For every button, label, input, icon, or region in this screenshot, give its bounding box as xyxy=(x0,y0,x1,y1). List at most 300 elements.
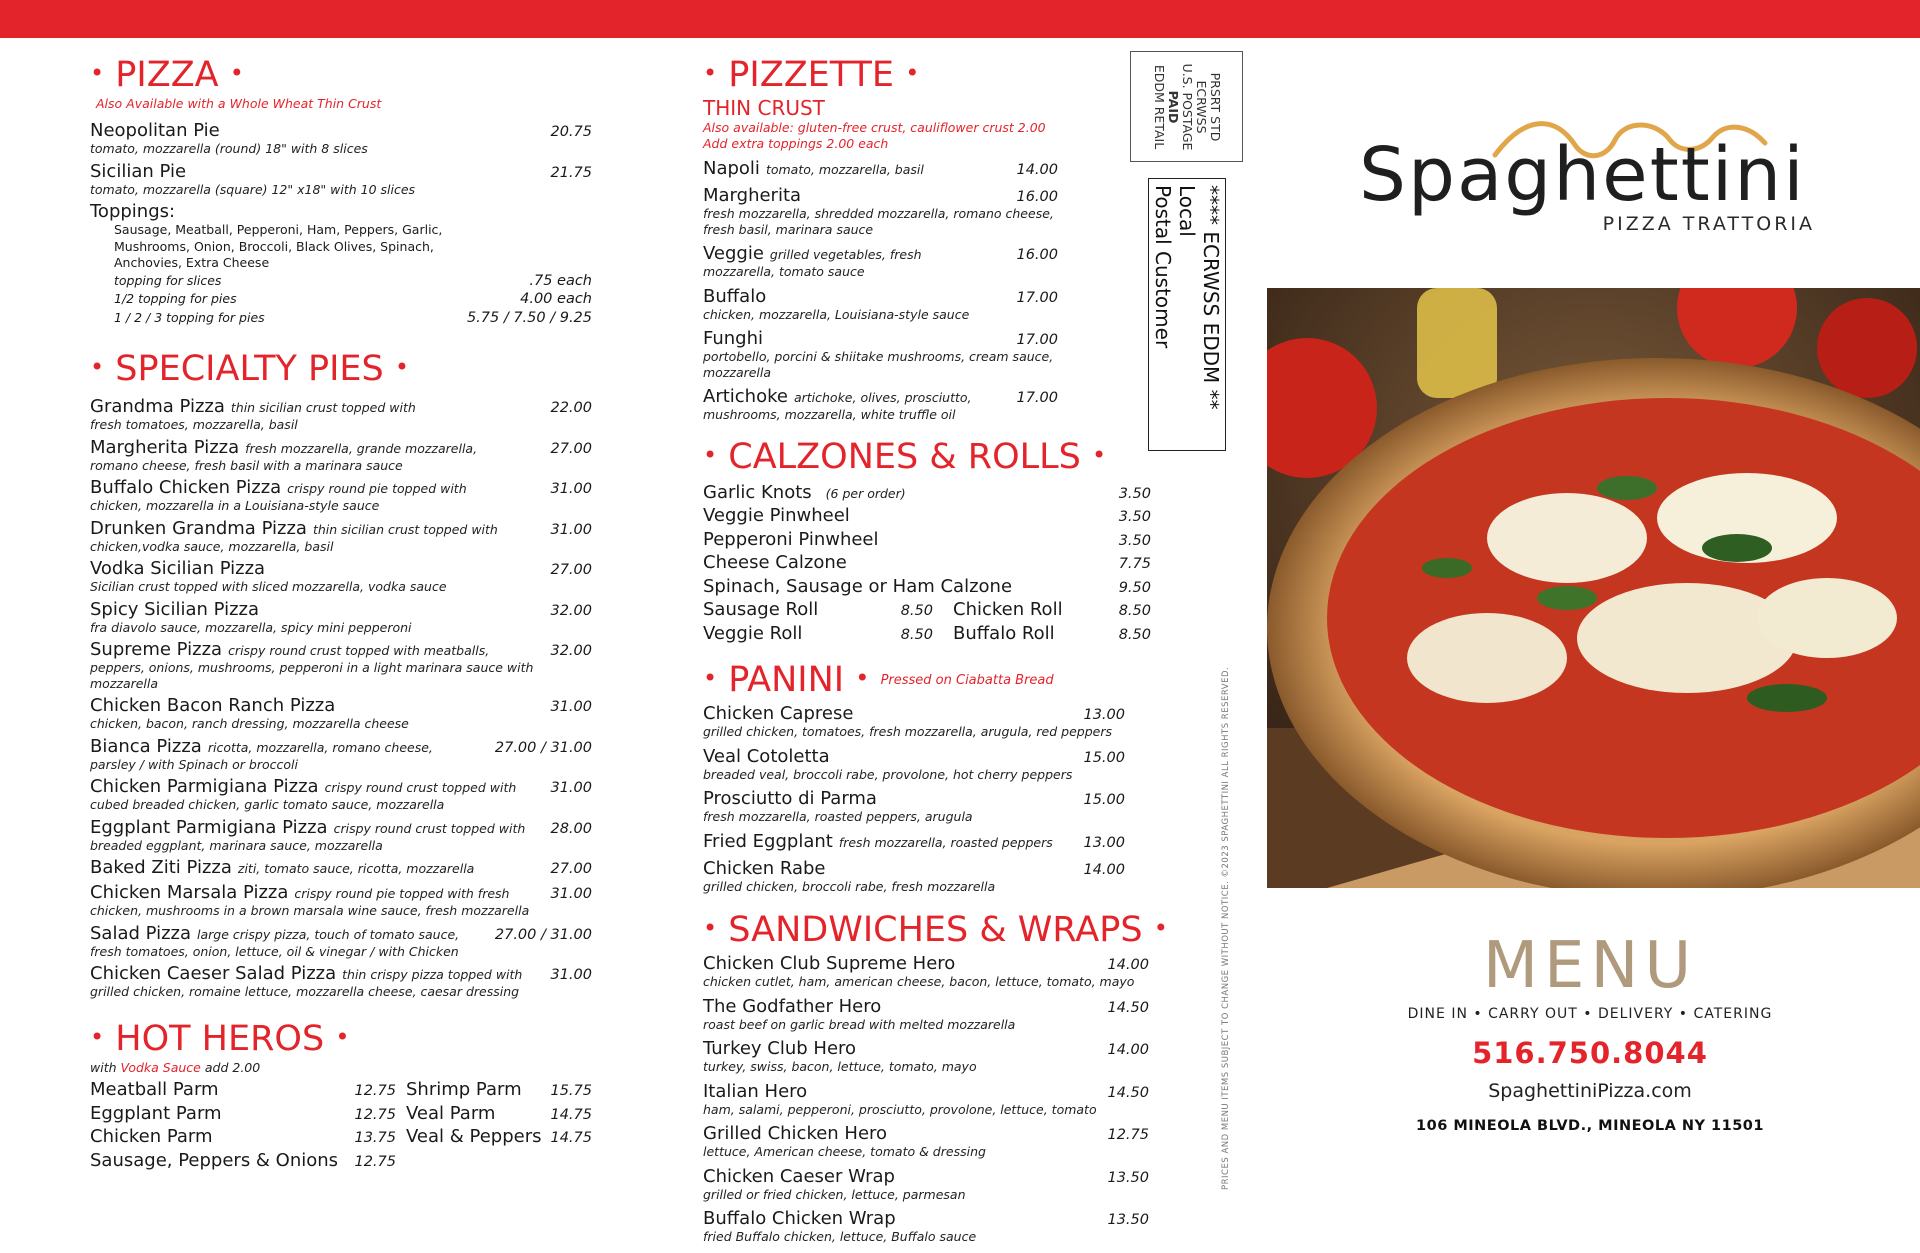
panini-section xyxy=(703,660,1158,894)
hero-item xyxy=(406,1103,592,1127)
item-price: 13.75 xyxy=(354,1130,396,1146)
item-inline-desc: artichoke, olives, prosciutto, xyxy=(793,390,972,405)
calzone-pair-right xyxy=(953,623,1151,644)
menu-item xyxy=(703,328,1058,380)
item-name: Pepperoni Pinwheel xyxy=(703,528,879,550)
item-name: Chicken Marsala Pizza xyxy=(90,882,289,903)
menu-item-row xyxy=(703,858,1125,879)
specialty-heading: • SPECIALTY PIES • xyxy=(90,349,410,389)
item-desc: lettuce, American cheese, tomato & dressing xyxy=(703,1144,986,1159)
menu-item-lead xyxy=(703,1166,1107,1187)
menu-item xyxy=(90,963,592,1000)
item-inline-desc: ricotta, mozzarella, romano cheese, xyxy=(207,739,433,755)
menu-item-row xyxy=(703,996,1149,1017)
item-name: Veal Cotoletta xyxy=(703,745,830,767)
item-inline-desc: crispy round crust topped with xyxy=(333,820,526,836)
calzone-lead xyxy=(703,552,1119,573)
item-name: Buffalo Chicken Wrap xyxy=(703,1208,896,1229)
menu-item-lead xyxy=(90,518,550,539)
menu-item xyxy=(90,817,592,854)
item-desc: fresh tomatoes, onion, lettuce, oil & vinegar / with Chicken xyxy=(90,943,459,959)
postage-indicia-box xyxy=(1130,51,1243,162)
calzone-item xyxy=(703,529,1151,553)
item-price: 22.00 xyxy=(550,400,592,416)
menu-item xyxy=(90,518,592,555)
item-price: 31.00 xyxy=(550,521,592,538)
item-name: Funghi xyxy=(703,328,764,349)
item-price: 15.00 xyxy=(1083,749,1125,766)
menu-item xyxy=(90,695,592,732)
top-red-bar xyxy=(0,0,1920,38)
website-link[interactable]: SpaghettiniPizza.com xyxy=(1488,1080,1692,1102)
menu-item-row xyxy=(703,286,1058,307)
menu-item-row xyxy=(703,386,1058,407)
pizzette-section xyxy=(703,55,1158,423)
pizza-illustration xyxy=(1267,288,1920,888)
item-desc: grilled chicken, tomatoes, fresh mozzarella, arugula, red peppers xyxy=(703,724,1112,739)
item-name: Grandma Pizza xyxy=(90,396,225,417)
item-name: Fried Eggplant xyxy=(703,830,833,852)
menu-item-lead xyxy=(90,599,550,620)
calzone-pair-left xyxy=(703,623,953,644)
item-price: 31.00 xyxy=(550,967,592,983)
address: 106 MINEOLA BLVD., MINEOLA NY 11501 xyxy=(1416,1118,1764,1134)
topping-prices xyxy=(90,272,592,328)
item-name: Chicken Caprese xyxy=(703,703,854,724)
item-inline-desc: thin sicilian crust topped with xyxy=(230,400,416,415)
item-inline-desc: grilled vegetables, fresh xyxy=(769,247,922,262)
menu-item-lead xyxy=(703,1123,1107,1144)
menu-item-lead xyxy=(90,639,550,660)
menu-item xyxy=(703,831,1125,852)
item-name: Spinach, Sausage or Ham Calzone xyxy=(703,575,1013,597)
menu-item xyxy=(90,558,592,595)
item-name: Eggplant Parmigiana Pizza xyxy=(90,816,328,838)
item-price: 3.50 xyxy=(1118,509,1151,525)
item-name: Eggplant Parm xyxy=(90,1102,222,1124)
menu-item xyxy=(90,161,592,198)
menu-item-lead xyxy=(703,328,1016,349)
item-name: Baked Ziti Pizza xyxy=(90,857,232,878)
sandwiches-section xyxy=(703,910,1168,1245)
menu-item-row xyxy=(703,1208,1149,1229)
menu-item xyxy=(703,858,1125,895)
menu-item-row xyxy=(703,185,1058,206)
item-name: Veal Parm xyxy=(406,1102,496,1124)
item-name: Chicken Parm xyxy=(90,1126,213,1147)
menu-item-lead xyxy=(90,558,550,579)
item-name: Veggie Roll xyxy=(703,622,803,644)
menu-item-lead xyxy=(90,120,550,141)
menu-item-row xyxy=(90,599,592,620)
item-desc: peppers, onions, mushrooms, pepperoni in a light marinara sauce with mozzarella xyxy=(90,660,534,691)
postal-indicia-line: U.S. POSTAGE xyxy=(1179,63,1195,150)
item-name: Prosciutto di Parma xyxy=(703,788,877,809)
item-price: 20.75 xyxy=(550,124,592,140)
panini-list xyxy=(703,703,1125,894)
panini-heading: • PANINI • Pressed on Ciabatta Bread xyxy=(703,660,1054,700)
menu-item xyxy=(703,1208,1149,1245)
item-name: Chicken Club Supreme Hero xyxy=(703,953,956,974)
calzone-pair xyxy=(703,599,1151,623)
menu-item-lead xyxy=(90,882,550,903)
item-name: Spicy Sicilian Pizza xyxy=(90,598,259,620)
hero-item xyxy=(90,1126,406,1150)
hot-heros-section xyxy=(90,1019,592,1174)
menu-item-row xyxy=(90,396,592,417)
item-price: 28.00 xyxy=(550,820,592,837)
item-desc: chicken, mozzarella, Louisiana-style sauce xyxy=(703,306,970,322)
hero-item xyxy=(406,1079,592,1103)
menu-item xyxy=(703,703,1125,740)
item-inline-desc: large crispy pizza, touch of tomato sauce, xyxy=(197,926,460,942)
item-desc: grilled chicken, romaine lettuce, mozzarella cheese, caesar dressing xyxy=(90,984,520,999)
menu-title: MENU xyxy=(1482,929,1698,1003)
postal-customer-text xyxy=(1151,185,1223,445)
menu-item-lead xyxy=(703,703,1083,724)
postage-indicia-text xyxy=(1152,54,1222,159)
item-name: Chicken Rabe xyxy=(703,857,826,879)
topping-price-value: 4.00 each xyxy=(520,291,592,307)
item-name: Buffalo Roll xyxy=(953,622,1055,644)
item-name: Sausage, Peppers & Onions xyxy=(90,1149,339,1171)
topping-price-row xyxy=(114,272,592,291)
menu-item-row xyxy=(90,120,592,141)
menu-item xyxy=(703,158,1058,179)
menu-item-row xyxy=(90,882,592,903)
calzone-pair-left xyxy=(703,599,953,620)
menu-item xyxy=(90,923,592,960)
item-price: 31.00 xyxy=(550,699,592,715)
item-desc: chicken, bacon, ranch dressing, mozzarella cheese xyxy=(90,716,409,731)
menu-item-row xyxy=(703,243,1058,264)
item-desc: fresh mozzarella, shredded mozzarella, romano cheese, fresh basil, marinara sauce xyxy=(703,206,1054,237)
menu-item xyxy=(703,1166,1149,1203)
menu-item-row xyxy=(90,963,592,984)
calzone-lead xyxy=(703,529,1119,550)
item-name: Neopolitan Pie xyxy=(90,120,220,141)
item-desc: roast beef on garlic bread with melted mozzarella xyxy=(703,1016,1016,1032)
topping-price-label: 1/2 topping for pies xyxy=(114,291,237,306)
item-name: Veal & Peppers xyxy=(406,1126,542,1147)
item-price: 12.75 xyxy=(354,1106,396,1123)
pizza-list xyxy=(90,120,592,197)
menu-item-lead xyxy=(90,736,495,757)
menu-item-lead xyxy=(703,953,1107,974)
item-desc: grilled chicken, broccoli rabe, fresh mozzarella xyxy=(703,878,996,894)
menu-item-row xyxy=(703,328,1058,349)
item-price: 8.50 xyxy=(900,626,933,643)
hero-item xyxy=(90,1103,406,1127)
brand-logo xyxy=(1355,115,1835,245)
specialty-list xyxy=(90,396,592,1000)
item-desc: tomato, mozzarella (square) 12" x18" with 10 slices xyxy=(90,181,416,197)
menu-item xyxy=(90,599,592,636)
pizza-subtitle: Also Available with a Whole Wheat Thin Crust xyxy=(96,96,382,111)
toppings-label: Toppings: xyxy=(90,201,176,222)
item-name: Grilled Chicken Hero xyxy=(703,1123,888,1144)
pizza-heading: • PIZZA • xyxy=(90,55,244,95)
item-price: 3.50 xyxy=(1118,532,1151,549)
item-price: 31.00 xyxy=(550,780,592,796)
item-price: 27.00 / 31.00 xyxy=(494,739,592,756)
item-price: 32.00 xyxy=(550,602,592,619)
heros-right-list xyxy=(406,1079,592,1173)
item-desc: mozzarella, tomato sauce xyxy=(703,264,865,279)
menu-item-lead xyxy=(703,185,1016,206)
menu-item xyxy=(703,1123,1149,1160)
menu-item-row xyxy=(90,923,592,944)
item-desc: fresh mozzarella, roasted peppers, arugula xyxy=(703,809,973,824)
menu-item-lead xyxy=(90,477,550,498)
item-name: Chicken Parmigiana Pizza xyxy=(90,776,319,797)
item-name: Drunken Grandma Pizza xyxy=(90,517,307,539)
item-desc: breaded veal, broccoli rabe, provolone, hot cherry peppers xyxy=(703,766,1073,782)
menu-item-lead xyxy=(703,286,1016,307)
postal-indicia-line: ECRWSS xyxy=(1193,79,1209,134)
menu-item-row xyxy=(703,746,1125,767)
heros-grid xyxy=(90,1079,592,1173)
postal-customer-box xyxy=(1148,178,1226,451)
calzones-heading: • CALZONES & ROLLS • xyxy=(703,436,1107,477)
item-desc: turkey, swiss, bacon, lettuce, tomato, mayo xyxy=(703,1059,977,1074)
item-name: Chicken Bacon Ranch Pizza xyxy=(90,695,336,716)
topping-price-label: topping for slices xyxy=(114,272,222,288)
hero-item xyxy=(90,1150,406,1174)
item-price: 12.75 xyxy=(354,1153,396,1170)
menu-item-lead xyxy=(703,158,1016,179)
item-price: 27.00 xyxy=(550,440,592,457)
menu-item-row xyxy=(90,477,592,498)
menu-item-lead xyxy=(703,788,1083,809)
menu-item-lead xyxy=(703,1208,1107,1229)
pizza-section xyxy=(90,55,592,327)
menu-item xyxy=(703,1038,1149,1075)
menu-item-row xyxy=(90,437,592,458)
menu-item-lead xyxy=(90,437,550,458)
sandwiches-heading: • SANDWICHES & WRAPS • xyxy=(703,910,1168,950)
item-name: Meatball Parm xyxy=(90,1079,219,1100)
item-desc: chicken, mozzarella in a Louisiana-style sauce xyxy=(90,498,380,513)
menu-item-lead xyxy=(90,963,550,984)
item-name: Supreme Pizza xyxy=(90,639,223,660)
calzones-section xyxy=(703,437,1158,647)
item-inline-desc: crispy round pie topped with xyxy=(287,481,467,496)
item-desc: grilled or fried chicken, lettuce, parmesan xyxy=(703,1186,966,1202)
menu-item-row xyxy=(90,857,592,878)
menu-item xyxy=(90,437,592,474)
item-price: 14.00 xyxy=(1083,861,1125,878)
menu-item xyxy=(90,396,592,433)
item-desc: fried Buffalo chicken, lettuce, Buffalo sauce xyxy=(703,1229,977,1244)
calzone-pair-right xyxy=(953,599,1151,620)
menu-item-row xyxy=(703,1038,1149,1059)
item-inline-desc: fresh mozzarella, grande mozzarella, xyxy=(245,440,478,456)
menu-column-left xyxy=(90,55,592,1173)
item-name: Chicken Roll xyxy=(953,599,1063,620)
menu-item xyxy=(90,857,592,878)
menu-item-row xyxy=(90,695,592,716)
item-name: Vodka Sicilian Pizza xyxy=(90,558,266,579)
item-inline-desc: crispy round pie topped with fresh xyxy=(294,886,510,901)
item-note: (6 per order) xyxy=(825,485,906,501)
menu-item xyxy=(90,882,592,919)
item-price: 14.00 xyxy=(1016,162,1058,178)
item-name: Shrimp Parm xyxy=(406,1079,522,1100)
item-price: 14.00 xyxy=(1107,957,1149,973)
item-name: Veggie Pinwheel xyxy=(703,505,850,526)
item-desc: chicken cutlet, ham, american cheese, bacon, lettuce, tomato, mayo xyxy=(703,974,1135,989)
calzone-list xyxy=(703,482,1151,647)
pizzette-heading: • PIZZETTE • xyxy=(703,55,920,95)
item-name: Veggie xyxy=(703,243,764,264)
item-price: 8.50 xyxy=(1118,626,1151,643)
topping-price-row xyxy=(114,290,592,309)
toppings-list: Sausage, Meatball, Pepperoni, Ham, Peppers, Garlic, Mushrooms, Onion, Broccoli, Black Olives, Spinach, Anchovies, Extra Cheese xyxy=(114,222,443,270)
calzone-item xyxy=(703,482,1151,506)
menu-item-row xyxy=(703,788,1125,809)
item-price: 16.00 xyxy=(1016,189,1058,205)
item-name: Sicilian Pie xyxy=(90,160,187,182)
item-name: Napoli xyxy=(703,158,760,179)
item-price: 14.50 xyxy=(1107,999,1149,1016)
item-name: Artichoke xyxy=(703,386,788,407)
menu-item-row xyxy=(90,817,592,838)
pizzette-subtitle: THIN CRUST xyxy=(703,96,825,120)
menu-item-lead xyxy=(90,161,550,182)
menu-item xyxy=(703,1081,1149,1118)
item-name: Chicken Caeser Wrap xyxy=(703,1165,895,1187)
item-name: Buffalo Chicken Pizza xyxy=(90,477,282,498)
sandwich-list xyxy=(703,953,1149,1245)
item-price: 16.00 xyxy=(1016,247,1058,263)
phone-number[interactable]: 516.750.8044 xyxy=(1472,1036,1708,1070)
hero-item xyxy=(90,1079,406,1103)
menu-item-row xyxy=(703,1081,1149,1102)
item-price: 27.00 / 31.00 xyxy=(494,926,592,943)
item-desc: mushrooms, mozzarella, white truffle oil xyxy=(703,407,956,422)
item-price: 13.50 xyxy=(1107,1212,1149,1228)
menu-item-lead xyxy=(703,243,1016,264)
menu-item xyxy=(703,746,1125,783)
menu-item-row xyxy=(90,161,592,182)
calzone-lead xyxy=(703,482,1119,503)
menu-item-lead xyxy=(90,396,550,417)
item-price: 13.00 xyxy=(1083,834,1125,851)
item-name: Cheese Calzone xyxy=(703,552,847,573)
calzone-lead xyxy=(703,576,1119,597)
postal-line-3: Postal Customer xyxy=(1151,184,1175,348)
item-name: Buffalo xyxy=(703,285,767,307)
postal-line-2: Local xyxy=(1175,184,1199,237)
item-inline-desc: fresh mozzarella, roasted peppers xyxy=(838,834,1053,850)
menu-item xyxy=(90,776,592,813)
menu-item-row xyxy=(703,831,1125,852)
item-desc: chicken,vodka sauce, mozzarella, basil xyxy=(90,538,334,554)
item-price: 27.00 xyxy=(550,861,592,877)
item-desc: tomato, mozzarella (round) 18" with 8 slices xyxy=(90,141,368,156)
menu-item-row xyxy=(90,639,592,660)
menu-item-lead xyxy=(90,695,550,716)
pizzette-list xyxy=(703,158,1058,423)
pizza-photo xyxy=(1267,288,1920,888)
item-price: 8.50 xyxy=(1118,603,1151,619)
menu-item-row xyxy=(90,558,592,579)
item-price: 9.50 xyxy=(1118,579,1151,596)
menu-item xyxy=(90,477,592,514)
item-desc: cubed breaded chicken, garlic tomato sauce, mozzarella xyxy=(90,797,445,812)
calzone-item xyxy=(703,552,1151,576)
postal-indicia-line: PAID xyxy=(1165,90,1181,123)
menu-item xyxy=(703,788,1125,825)
item-name: Garlic Knots xyxy=(703,481,812,503)
menu-item-lead xyxy=(90,776,550,797)
topping-price-label: 1 / 2 / 3 topping for pies xyxy=(114,309,265,325)
menu-item xyxy=(90,120,592,157)
item-name: The Godfather Hero xyxy=(703,995,882,1017)
heros-heading: • HOT HEROS • xyxy=(90,1018,350,1059)
item-desc: parsley / with Spinach or broccoli xyxy=(90,756,298,772)
fineprint xyxy=(1216,666,1236,1190)
item-desc: chicken, mushrooms in a brown marsala wine sauce, fresh mozzarella xyxy=(90,903,530,918)
item-price: 14.75 xyxy=(550,1106,592,1123)
item-price: 17.00 xyxy=(1016,289,1058,306)
calzone-item xyxy=(703,576,1151,600)
menu-item-lead xyxy=(90,857,550,878)
item-price: 14.75 xyxy=(550,1130,592,1146)
item-price: 14.00 xyxy=(1107,1042,1149,1058)
panini-note: Pressed on Ciabatta Bread xyxy=(880,673,1054,688)
menu-item-row xyxy=(703,953,1149,974)
item-name: Margherita xyxy=(703,185,802,206)
menu-item-row xyxy=(90,776,592,797)
item-name: Sausage Roll xyxy=(703,599,819,620)
item-price: 8.50 xyxy=(900,603,933,619)
item-price: 31.00 xyxy=(550,481,592,497)
menu-item-lead xyxy=(90,923,495,944)
item-name: Turkey Club Hero xyxy=(703,1038,857,1059)
specialty-pies-section xyxy=(90,349,592,1000)
postal-indicia-line: PRSRT STD xyxy=(1207,72,1223,141)
item-inline-desc: ziti, tomato sauce, ricotta, mozzarella xyxy=(237,861,475,876)
item-price: 13.50 xyxy=(1107,1169,1149,1186)
item-price: 21.75 xyxy=(550,164,592,181)
calzone-pair xyxy=(703,623,1151,647)
services-line: DINE IN • CARRY OUT • DELIVERY • CATERING xyxy=(1407,1006,1773,1022)
topping-price-row xyxy=(114,309,592,328)
item-price: 17.00 xyxy=(1016,332,1058,348)
topping-price-value: .75 each xyxy=(529,272,592,289)
brand-tagline: PIZZA TRATTORIA xyxy=(1602,213,1815,235)
item-desc: fra diavolo sauce, mozzarella, spicy mini pepperoni xyxy=(90,619,412,635)
menu-item-lead xyxy=(703,746,1083,767)
item-desc: portobello, porcini & shiitake mushrooms, cream sauce, mozzarella xyxy=(703,349,1054,380)
hero-item xyxy=(406,1126,592,1150)
item-desc: romano cheese, fresh basil with a marinara sauce xyxy=(90,457,403,473)
fineprint-text: PRICES AND MENU ITEMS SUBJECT TO CHANGE WITHOUT NOTICE. ©2023 SPAGHETTINI ALL RIGHTS RESERVED. xyxy=(1221,666,1231,1190)
item-name: Margherita Pizza xyxy=(90,436,240,458)
menu-item xyxy=(703,243,1058,280)
heros-left-list xyxy=(90,1079,406,1173)
menu-item-lead xyxy=(703,831,1083,852)
item-price: 7.75 xyxy=(1118,556,1151,572)
menu-item xyxy=(703,953,1149,990)
menu-item xyxy=(703,386,1058,423)
pizzette-note-1: Also available: gluten-free crust, cauliflower crust 2.00 xyxy=(703,120,1046,135)
item-price: 15.75 xyxy=(550,1083,592,1099)
item-inline-desc: thin sicilian crust topped with xyxy=(312,521,498,537)
menu-item-lead xyxy=(703,386,1016,407)
